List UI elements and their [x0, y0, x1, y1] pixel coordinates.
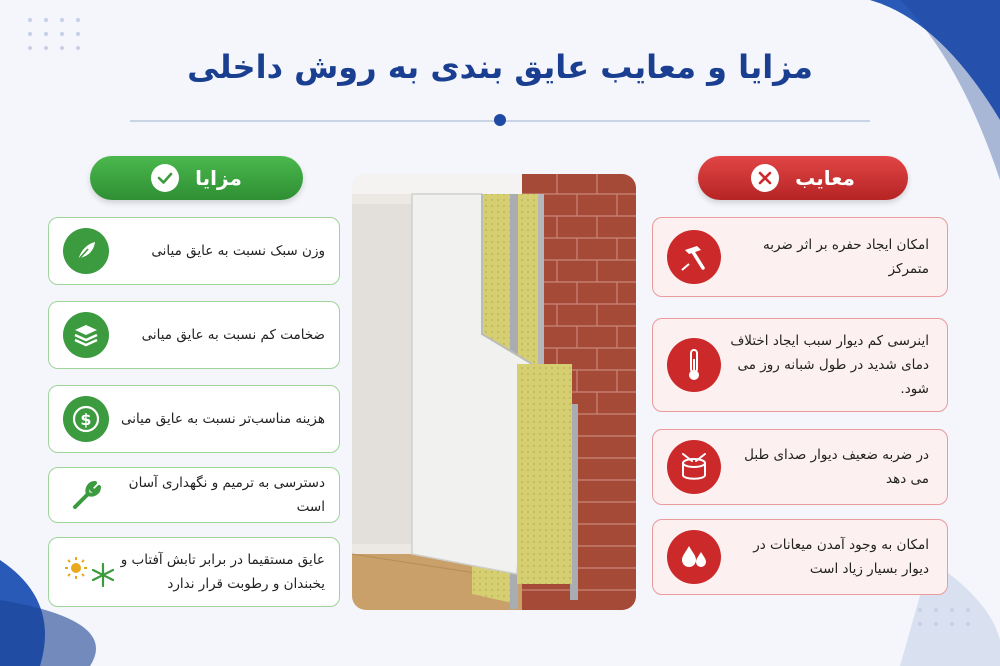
pro-card-4 [48, 467, 340, 523]
pro-card-2 [48, 301, 340, 369]
pro-card-3 [48, 385, 340, 453]
pro-text-1: وزن سبک نسبت به عایق میانی [151, 243, 325, 259]
svg-text:$: $ [80, 410, 92, 429]
con-card-1 [652, 217, 948, 297]
con-card-4 [652, 519, 948, 595]
hammer-icon [667, 230, 721, 284]
con-text-3: در ضربه ضعیف دیوار صدای طبل می دهد [744, 447, 929, 487]
pro-card-1 [48, 217, 340, 285]
layers-icon [63, 312, 109, 358]
pro-text-2: ضخامت کم نسبت به عایق میانی [141, 327, 325, 343]
pro-text-3: هزینه مناسب‌تر نسبت به عایق میانی [120, 411, 325, 427]
cross-icon [751, 164, 779, 192]
wall-insulation-illustration [352, 174, 636, 610]
pros-label: مزایا [195, 166, 242, 190]
dollar-icon [63, 396, 109, 442]
sun-snow-icon [63, 554, 119, 590]
checkmark-icon [151, 164, 179, 192]
con-card-3 [652, 429, 948, 505]
con-text-1: امکان ایجاد حفره بر اثر ضربه متمرکز [762, 237, 929, 277]
con-text-2: اینرسی کم دیوار سبب ایجاد اختلاف دمای شدید در طول شبانه روز می شود. [730, 333, 929, 397]
pros-header [90, 156, 303, 200]
pro-card-5 [48, 537, 340, 607]
pro-text-5: عایق مستقیما در برابر تابش آفتاب و یخبندان و رطوبت قرار ندارد [120, 552, 325, 592]
drum-icon [667, 440, 721, 494]
page-title: مزایا و معایب عایق بندی به روش داخلی [187, 48, 813, 86]
divider-dot [494, 114, 506, 126]
con-card-2 [652, 318, 948, 412]
feather-icon [63, 228, 109, 274]
water-drops-icon [667, 530, 721, 584]
wrench-icon [63, 478, 109, 512]
pro-text-4: دسترسی به ترمیم و نگهداری آسان است [128, 475, 325, 515]
con-text-4: امکان به وجود آمدن میعانات در دیوار بسیار زیاد است [753, 537, 929, 577]
cons-header [698, 156, 908, 200]
cons-label: معایب [795, 166, 855, 190]
thermometer-icon [667, 338, 721, 392]
